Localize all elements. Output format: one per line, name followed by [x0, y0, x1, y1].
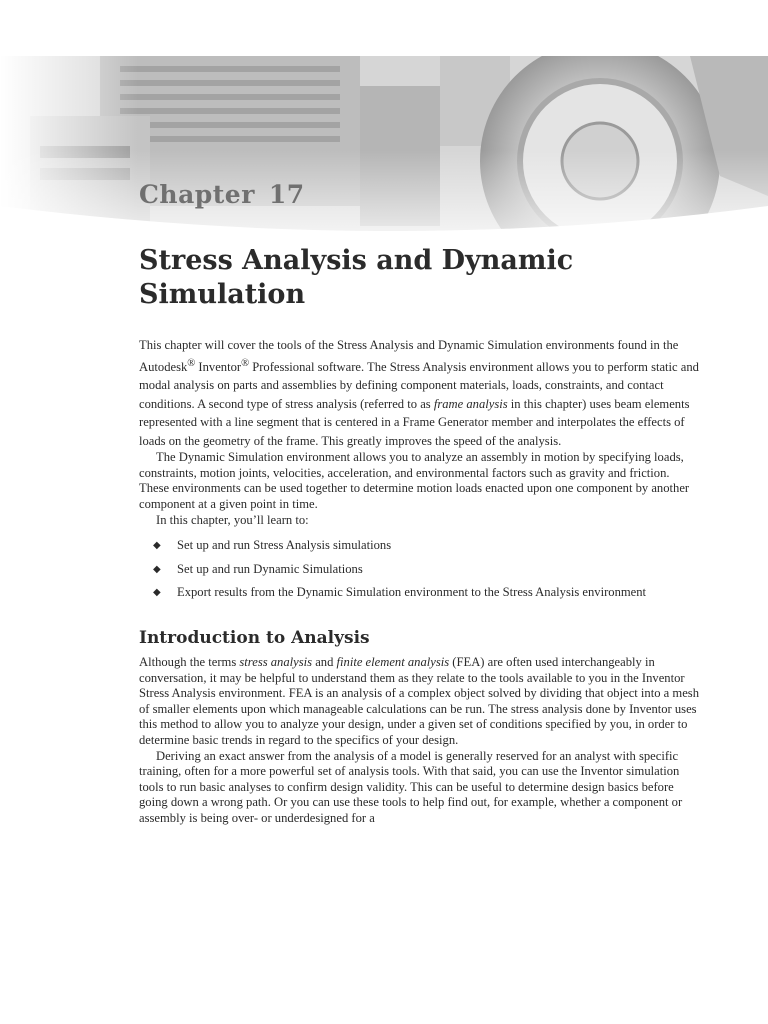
chapter-label [139, 180, 305, 209]
list-item: ◆ Export results from the Dynamic Simulation environment to the Stress Analysis environment [153, 585, 647, 600]
chapter-word: Chapter [139, 180, 255, 209]
chapter-number: 17 [268, 180, 305, 209]
diamond-bullet-icon: ◆ [153, 540, 161, 552]
chapter-banner-image [0, 56, 768, 266]
chapter-body [139, 336, 699, 826]
section-paragraph-2: Deriving an exact answer from the analysis of a model is generally reserved for an analyst with specific training, often for a more powerful set of analysis tools. With that said, you can use the Inventor simulation tools to run basic analyses to confirm design validity. This can be useful to determine design basics before going down a wrong path. Or you can use these tools to help find out, for example, whether a component or assembly is being over- or underdesigned for a [139, 748, 683, 825]
intro-paragraph-1: This chapter will cover the tools of the Stress Analysis and Dynamic Simulation environments found in the Autodesk® Inventor® Professional software. The Stress Analysis environment allows you to perform static and modal analysis on parts and assemblies by defining component materials, loads, constraints, and contact conditions. A second type of stress analysis (referred to as frame analysis in this chapter) uses beam elements represented with a line segment that is centered in a Frame Generator member and interpolates the effects of loads on the geometry of the frame. This greatly improves the speed of the analysis. [139, 338, 699, 448]
intro-paragraph-3: In this chapter, you’ll learn to: [156, 512, 309, 527]
section-paragraph-1: Although the terms stress analysis and finite element analysis (FEA) are often used interchangeably in conversation, it may be helpful to understand them as they relate to the tools available to you in the Inventor Stress Analysis environment. FEA is an analysis of a complex object solved by dividing that object into a mesh of smaller elements upon which manageable calculations can be run. The stress analysis done by Inventor uses this method to allow you to analyze your design, under a given set of conditions specified by you, in order to determine basic trends in regard to the specifics of your design. [139, 654, 699, 747]
diamond-bullet-icon: ◆ [153, 563, 161, 575]
learning-objectives-list [139, 538, 699, 601]
list-item: ◆ Set up and run Stress Analysis simulations [153, 538, 392, 553]
diamond-bullet-icon: ◆ [153, 587, 161, 599]
list-item: ◆ Set up and run Dynamic Simulations [153, 561, 363, 576]
chapter-title: Stress Analysis and Dynamic Simulation [139, 245, 574, 310]
section-heading: Introduction to Analysis [139, 627, 370, 648]
intro-paragraph-2: The Dynamic Simulation environment allows you to analyze an assembly in motion by specifying loads, constraints, motion joints, velocities, acceleration, and environmental factors such as gravity and friction. These environments can be used together to determine motion loads enacted upon one component by another component at a given point in time. [139, 450, 690, 511]
